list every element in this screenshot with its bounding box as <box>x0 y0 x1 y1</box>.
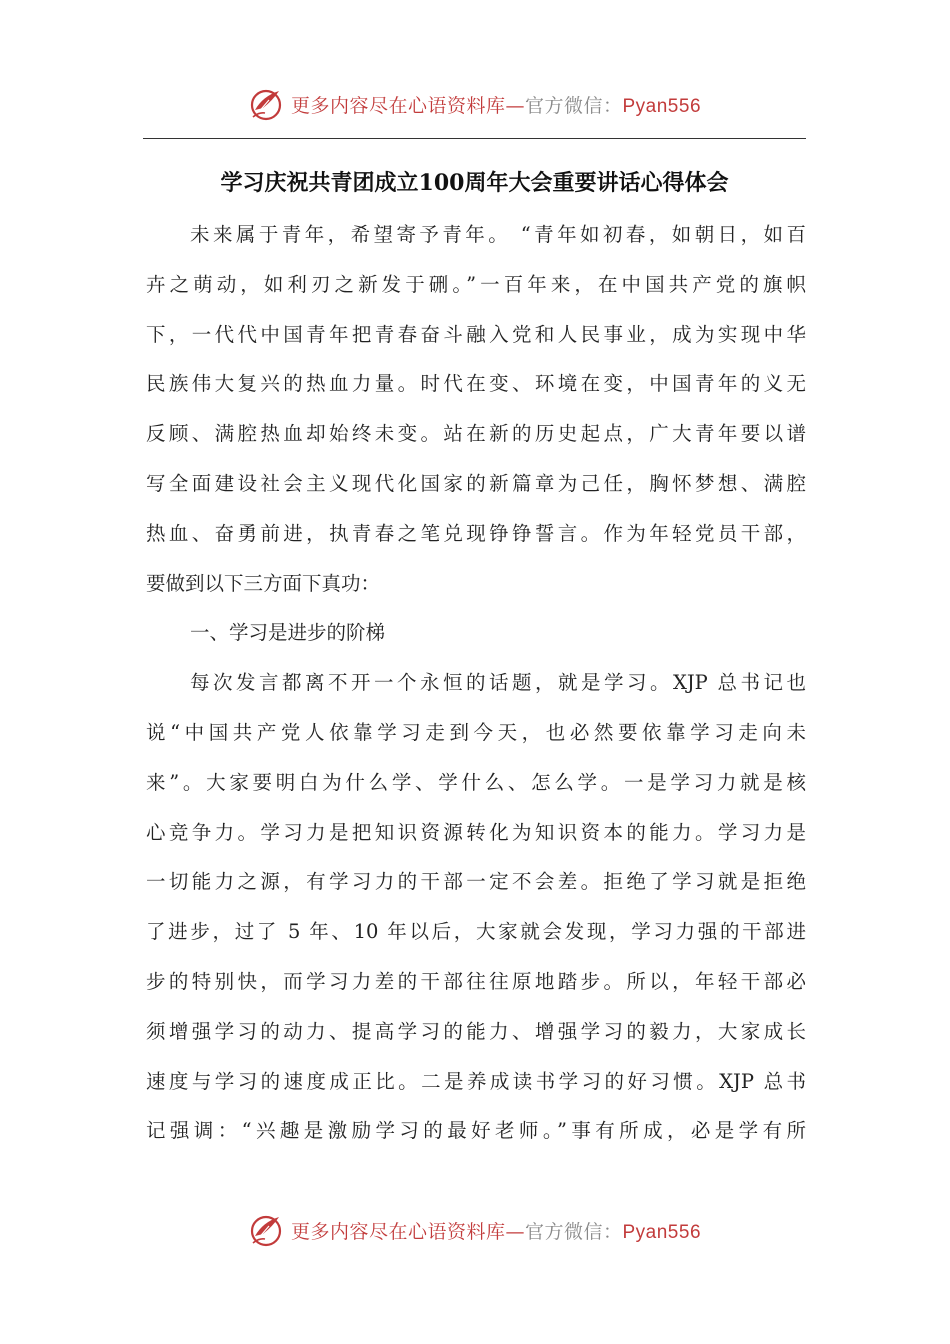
paragraph-line: 一切能力之源，有学习力的干部一定不会差。拒绝了学习就是拒绝 <box>146 870 806 894</box>
quill-logo-icon <box>249 86 285 122</box>
paragraph-line: 来”。大家要明白为什么学、学什么、怎么学。一是学习力就是核 <box>146 770 806 794</box>
paragraph-line: 心竞争力。学习力是把知识资源转化为知识资本的能力。学习力是 <box>146 820 806 844</box>
paragraph-line: 速度与学习的速度成正比。二是养成读书学习的好习惯。XJP 总书 <box>146 1069 806 1093</box>
paragraph-line: 记强调：“兴趣是激励学习的最好老师。”事有所成，必是学有所 <box>146 1119 806 1143</box>
paragraph-line: 反顾、满腔热血却始终未变。站在新的历史起点，广大青年要以谱 <box>146 422 806 446</box>
paragraph-line: 说“中国共产党人依靠学习走到今天，也必然要依靠学习走向未 <box>146 720 806 744</box>
paragraph-line: 每次发言都离不开一个永恒的话题，就是学习。XJP 总书记也 <box>190 671 806 695</box>
footer-watermark-text: 更多内容尽在心语资料库—官方微信：Pyan556 <box>290 1220 702 1243</box>
paragraph-line: 民族伟大复兴的热血力量。时代在变、环境在变，中国青年的义无 <box>146 372 806 396</box>
footer-watermark-banner <box>0 1208 950 1252</box>
paragraph-line: 卉之萌动，如利刃之新发于硎。”一百年来，在中国共产党的旗帜 <box>146 272 806 296</box>
paragraph-line: 须增强学习的动力、提高学习的能力、增强学习的毅力，大家成长 <box>146 1019 806 1043</box>
paragraph-line: 未来属于青年，希望寄予青年。 “青年如初春，如朝日，如百 <box>190 223 806 246</box>
section-heading: 一、学习是进步的阶梯 <box>190 621 386 645</box>
document-body <box>146 210 806 1156</box>
header-watermark-text: 更多内容尽在心语资料库—官方微信：Pyan556 <box>290 94 702 117</box>
paragraph-line: 下，一代代中国青年把青春奋斗融入党和人民事业，成为实现中华 <box>146 322 806 346</box>
document-title: 学习庆祝共青团成立100周年大会重要讲话心得体会 <box>220 170 729 196</box>
paragraph-line: 要做到以下三方面下真功： <box>146 571 381 595</box>
quill-logo-icon <box>249 1212 285 1248</box>
paragraph-line: 写全面建设社会主义现代化国家的新篇章为己任，胸怀梦想、满腔 <box>146 471 806 495</box>
paragraph-line: 了进步，过了 5 年、10 年以后，大家就会发现，学习力强的干部进 <box>146 920 806 944</box>
header-divider <box>143 138 806 139</box>
header-watermark-banner <box>0 82 950 126</box>
paragraph-line: 热血、奋勇前进，执青春之笔兑现铮铮誓言。作为年轻党员干部， <box>146 521 806 545</box>
paragraph-line: 步的特别快，而学习力差的干部往往原地踏步。所以，年轻干部必 <box>146 969 806 993</box>
